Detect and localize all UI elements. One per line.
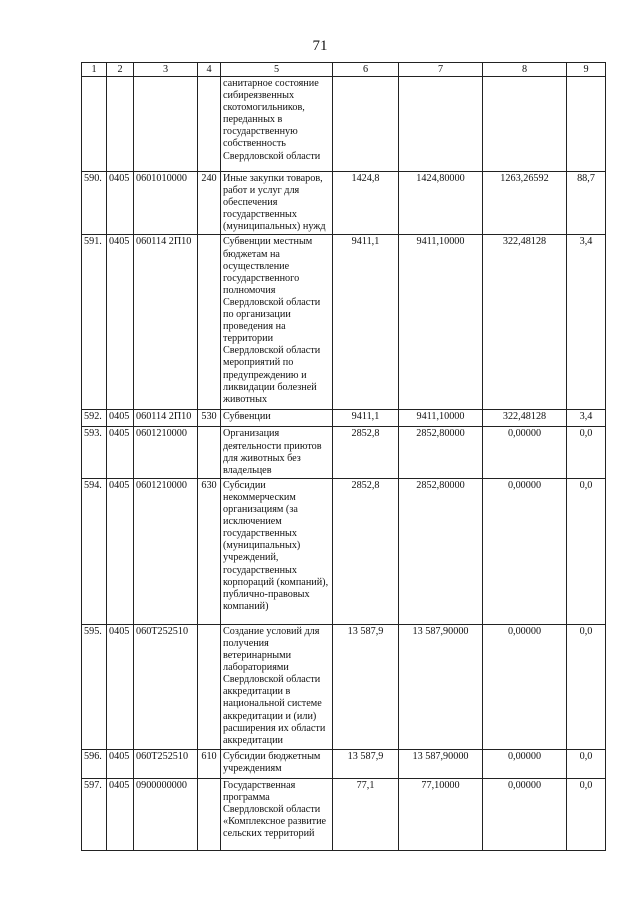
executed-amount: 0,00000 bbox=[483, 427, 567, 478]
column-header: 1 bbox=[82, 63, 107, 77]
target-article-code: 060114 2П10 bbox=[134, 235, 198, 410]
approved-amount: 2852,80000 bbox=[399, 478, 483, 624]
item-name: Субвенции bbox=[221, 410, 333, 427]
planned-amount: 1424,8 bbox=[333, 172, 399, 235]
expense-type-code: 630 bbox=[198, 478, 221, 624]
row-number: 592. bbox=[82, 410, 107, 427]
planned-amount: 2852,8 bbox=[333, 478, 399, 624]
page-number: 71 bbox=[312, 38, 328, 54]
target-article-code: 0601210000 bbox=[134, 478, 198, 624]
expense-type-code: 610 bbox=[198, 749, 221, 778]
section-code: 0405 bbox=[107, 778, 134, 850]
execution-percent: 0,0 bbox=[567, 749, 606, 778]
execution-percent: 0,0 bbox=[567, 778, 606, 850]
budget-table bbox=[81, 62, 606, 851]
table-row bbox=[82, 749, 606, 778]
column-header: 2 bbox=[107, 63, 134, 77]
section-code: 0405 bbox=[107, 235, 134, 410]
executed-amount: 322,48128 bbox=[483, 235, 567, 410]
table-row bbox=[82, 172, 606, 235]
row-number: 591. bbox=[82, 235, 107, 410]
section-code: 0405 bbox=[107, 172, 134, 235]
executed-amount: 0,00000 bbox=[483, 624, 567, 749]
row-number: 595. bbox=[82, 624, 107, 749]
table-row bbox=[82, 778, 606, 850]
target-article-code: 0900000000 bbox=[134, 778, 198, 850]
section-code: 0405 bbox=[107, 624, 134, 749]
target-article-code: 060T252510 bbox=[134, 624, 198, 749]
planned-amount: 13 587,9 bbox=[333, 749, 399, 778]
column-header: 3 bbox=[134, 63, 198, 77]
item-name: Субсидии бюджетным учреждениям bbox=[221, 749, 333, 778]
column-header: 4 bbox=[198, 63, 221, 77]
expense-type-code bbox=[198, 235, 221, 410]
target-article-code: 0601010000 bbox=[134, 172, 198, 235]
table-header-row bbox=[82, 63, 606, 77]
table-row bbox=[82, 624, 606, 749]
table-row bbox=[82, 427, 606, 478]
section-code: 0405 bbox=[107, 427, 134, 478]
table-row bbox=[82, 410, 606, 427]
item-name: Иные закупки товаров, работ и услуг для обеспечения государственных (муниципальных) нужд bbox=[221, 172, 333, 235]
item-name: Субвенции местным бюджетам на осуществление государственного полномочия Свердловской области по организации проведения на территории Свердловской области мероприятий по предупреждению и ликвидации болезней животных bbox=[221, 235, 333, 410]
column-header: 8 bbox=[483, 63, 567, 77]
executed-amount: 1263,26592 bbox=[483, 172, 567, 235]
section-code bbox=[107, 77, 134, 172]
approved-amount: 9411,10000 bbox=[399, 410, 483, 427]
expense-type-code bbox=[198, 624, 221, 749]
approved-amount: 2852,80000 bbox=[399, 427, 483, 478]
row-number: 596. bbox=[82, 749, 107, 778]
planned-amount: 9411,1 bbox=[333, 410, 399, 427]
item-name: Создание условий для получения ветеринарными лабораториями Свердловской области аккредитации в национальной системе аккредитации и (или) расширения их области аккредитации bbox=[221, 624, 333, 749]
planned-amount: 9411,1 bbox=[333, 235, 399, 410]
item-name: Государственная программа Свердловской области «Комплексное развитие сельских территорий bbox=[221, 778, 333, 850]
expense-type-code bbox=[198, 77, 221, 172]
planned-amount: 2852,8 bbox=[333, 427, 399, 478]
row-number: 593. bbox=[82, 427, 107, 478]
section-code: 0405 bbox=[107, 410, 134, 427]
executed-amount: 0,00000 bbox=[483, 749, 567, 778]
section-code: 0405 bbox=[107, 749, 134, 778]
item-name: санитарное состояние сибиреязвенных скотомогильников, переданных в государственную собственность Свердловской области bbox=[221, 77, 333, 172]
approved-amount: 13 587,90000 bbox=[399, 624, 483, 749]
table-row bbox=[82, 235, 606, 410]
executed-amount: 0,00000 bbox=[483, 778, 567, 850]
approved-amount: 77,10000 bbox=[399, 778, 483, 850]
planned-amount: 77,1 bbox=[333, 778, 399, 850]
table-row bbox=[82, 478, 606, 624]
row-number: 590. bbox=[82, 172, 107, 235]
column-header: 6 bbox=[333, 63, 399, 77]
item-name: Организация деятельности приютов для животных без владельцев bbox=[221, 427, 333, 478]
item-name: Субсидии некоммерческим организациям (за исключением государственных (муниципальных) учреждений, государственных корпораций (компаний), публично-правовых компаний) bbox=[221, 478, 333, 624]
approved-amount: 13 587,90000 bbox=[399, 749, 483, 778]
section-code: 0405 bbox=[107, 478, 134, 624]
column-header: 5 bbox=[221, 63, 333, 77]
execution-percent: 3,4 bbox=[567, 235, 606, 410]
execution-percent: 0,0 bbox=[567, 624, 606, 749]
target-article-code bbox=[134, 77, 198, 172]
approved-amount bbox=[399, 77, 483, 172]
column-header: 9 bbox=[567, 63, 606, 77]
target-article-code: 0601210000 bbox=[134, 427, 198, 478]
execution-percent: 3,4 bbox=[567, 410, 606, 427]
executed-amount: 322,48128 bbox=[483, 410, 567, 427]
row-number: 597. bbox=[82, 778, 107, 850]
executed-amount: 0,00000 bbox=[483, 478, 567, 624]
execution-percent: 0,0 bbox=[567, 427, 606, 478]
approved-amount: 1424,80000 bbox=[399, 172, 483, 235]
row-number: 594. bbox=[82, 478, 107, 624]
expense-type-code: 530 bbox=[198, 410, 221, 427]
planned-amount bbox=[333, 77, 399, 172]
target-article-code: 060114 2П10 bbox=[134, 410, 198, 427]
execution-percent bbox=[567, 77, 606, 172]
approved-amount: 9411,10000 bbox=[399, 235, 483, 410]
expense-type-code: 240 bbox=[198, 172, 221, 235]
target-article-code: 060T252510 bbox=[134, 749, 198, 778]
executed-amount bbox=[483, 77, 567, 172]
expense-type-code bbox=[198, 427, 221, 478]
column-header: 7 bbox=[399, 63, 483, 77]
row-number bbox=[82, 77, 107, 172]
execution-percent: 0,0 bbox=[567, 478, 606, 624]
table-row bbox=[82, 77, 606, 172]
expense-type-code bbox=[198, 778, 221, 850]
planned-amount: 13 587,9 bbox=[333, 624, 399, 749]
execution-percent: 88,7 bbox=[567, 172, 606, 235]
